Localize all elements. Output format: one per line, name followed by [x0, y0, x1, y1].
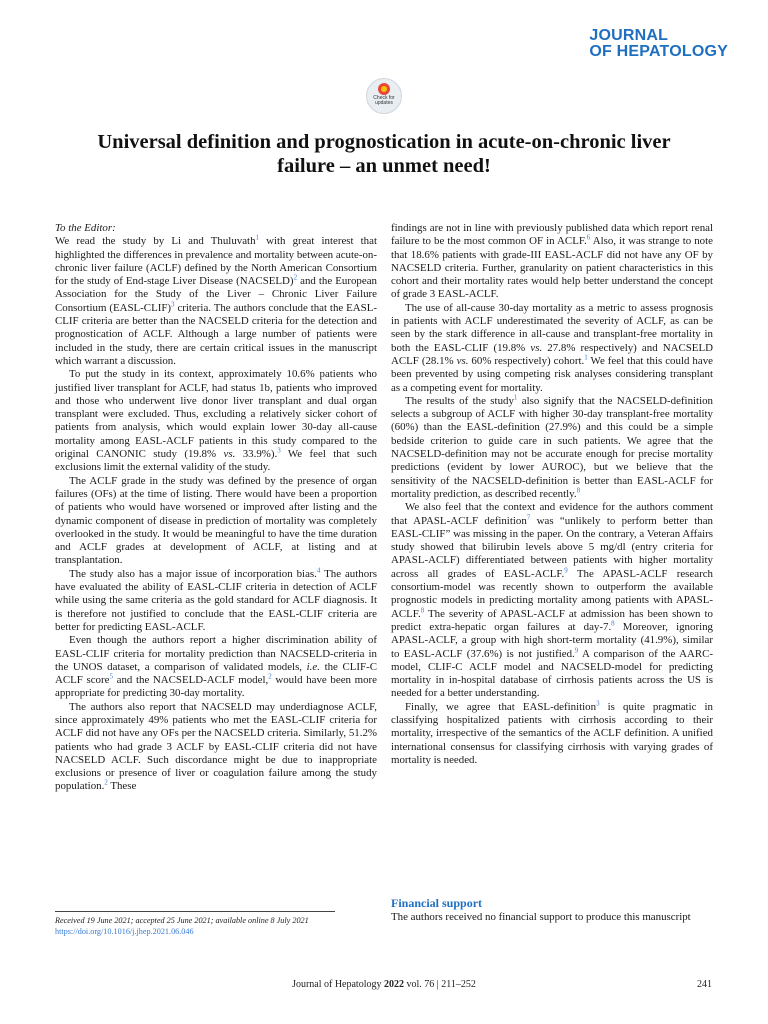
ref-1[interactable]: 1: [513, 393, 518, 402]
salutation: To the Editor:: [55, 222, 116, 234]
ref-9[interactable]: 9: [564, 566, 568, 575]
doi-link[interactable]: https://doi.org/10.1016/j.jhep.2021.06.046: [55, 927, 194, 936]
paragraph-3: The ACLF grade in the study was defined by the presence of organ failures (OFs) at the time of listing. There would have been a proportion of patients who would have worsened or improved after listing and the dynamic component of disease in prediction of mortality was completely overlooked in the study. It would be meaningful to have the time duration and ACLF grades at development of ACLF, at listing and at transplantation.: [55, 474, 377, 567]
ref-1[interactable]: 1: [584, 353, 588, 362]
paragraph-1: We read the study by Li and Thuluvath$^1$ with great interest that highlighted the differences in prevalence and mortality between acute-on-chronic liver failure (ACLF) defined by the North American Consortium for the study of End-stage Liver Disease (NACSELD)$^2$ and the European Association for the Study of the Liver – Chronic Liver Failure Consortium (EASL-CLIF)$^3$ criteria. The authors conclude that the EASL-CLIF criteria are better than the NACSELD criteria for the detection and prognostication of ACLF. Although a large number of patients were included in the study, there are certain critical issues in the manuscript which warrant a discussion.: [55, 233, 377, 367]
ref-4[interactable]: 4: [316, 566, 321, 575]
page-footer: Journal of Hepatology 2022 vol. 76 | 211–252: [292, 979, 476, 990]
ref-7[interactable]: 7: [526, 512, 531, 521]
financial-support-text: The authors received no financial support to produce this manuscript: [391, 911, 691, 923]
article-dates: Received 19 June 2021; accepted 25 June 2021; available online 8 July 2021: [55, 916, 309, 925]
page-number: 241: [697, 979, 712, 990]
ref-3[interactable]: 3: [596, 699, 600, 708]
paragraph-4: The study also has a major issue of incorporation bias.$^4$ The authors have evaluated the ability of EASL-CLIF criteria in detection of ACLF while using the same criteria as the gold standard for ACLF diagnosis. It is therefore not justified to conclude that the EASL-CLIF criteria are better for predicting EASL-ACLF.: [55, 566, 378, 633]
ref-3[interactable]: 3: [171, 300, 175, 309]
ref-1[interactable]: 1: [255, 233, 260, 242]
journal-logo: [589, 28, 728, 60]
ref-2[interactable]: 2: [104, 778, 108, 787]
ref-8[interactable]: 8: [420, 605, 425, 614]
paragraph-5: Even though the authors report a higher discrimination ability of EASL-CLIF criteria for mortality prediction than NACSELD-criteria in the UNOS dataset, a comparison of validated models, i.e. the CLIF-C ACLF score$^5$ and the NACSELD-ACLF model,$^2$ would have been more appropriate for predicting 30-day mortality.: [55, 634, 377, 700]
ref-8[interactable]: 8: [611, 619, 615, 628]
financial-support-heading: Financial support: [391, 896, 483, 910]
ref-6[interactable]: 6: [586, 233, 591, 242]
journal-name-line1: JOURNAL: [589, 27, 669, 44]
paragraph-9: The results of the study$^1$ also signify that the NACSELD-definition selects a subgroup of ACLF with higher 30-day transplant-free mortality (60%) than the EASL-definition (27.9%) and this could be a simple bedside criterion to guide care in such patients. We agree that the NACSELD-definition may not be accurate enough for precise mortality predictions (evident by lower AUROC), but we believe that the sensitivity of the NACSELD-definition is better than EASL-ACLF for mortality prediction, as described recently.$^8$: [391, 393, 713, 500]
ref-3[interactable]: 3: [277, 446, 281, 455]
journal-name-line2: OF HEPATOLOGY: [589, 43, 728, 60]
paragraph-11: Finally, we agree that EASL-definition$^3$ is quite pragmatic in classifying hospitalized patients with cirrhosis according to their mortality, irrespective of the semantics of the ACLF definition. A unified international consensus for classifying cirrhosis with varying grades of mortality is needed.: [391, 699, 713, 766]
paragraph-2: To put the study in its context, approximately 10.6% patients who justified liver transplant for ACLF, had status 1b, patients who improved and those who underwent live donor liver transplant and dual organ transplant were excluded. Thus, excluding a relatively sicker cohort of patients from analysis, which would explain lower 30-day all-cause mortality among EASL-ACLF patients in this study compared to the original CANONIC study (19.8% vs. 33.9%).$^3$ We feel that such exclusions limit the external validity of the study.: [55, 368, 377, 474]
ref-5[interactable]: 5: [109, 672, 113, 681]
footnote-divider: [55, 911, 335, 912]
ref-2[interactable]: 2: [293, 273, 298, 282]
right-column: [391, 222, 713, 767]
article-title: Universal definition and prognostication in acute-on-chronic liver failure – an unmet need!: [97, 131, 671, 177]
left-column: [55, 222, 377, 794]
check-for-updates-badge[interactable]: [366, 78, 402, 114]
paragraph-8: The use of all-cause 30-day mortality as a metric to assess prognosis in patients with ACLF underestimated the severity of ACLF, as can be seen by the stark difference in all-cause and transplant-free mortality in both the EASL-CLIF (19.8% vs. 27.8% respectively) and NACSELD ACLF (28.1% vs. 60% respectively) cohort.$^1$ We feel that this could have been prevented by using competing risk analyses considering transplant as a competing event for mortality.: [391, 301, 713, 394]
paragraph-10: We also feel that the context and evidence for the authors comment that APASL-ACLF definition$^7$ was “unlikely to perform better than EASL-CLIF” was missing in the paper. On the contrary, a Veteran Affairs study showed that bilirubin levels above 5 mg/dl (entry criteria for APASL-ACLF) differentiated between patients with higher mortality across all grades of EASL-ACLF.$^9$ The APASL-ACLF research consortium-model was recently shown to outperform the available prognostic models in predicting mortality among patients with APASL-ACLF.$^8$ The severity of APASL-ACLF at admission has been shown to predict extra-hepatic organ failures at day-7.$^8$ Moreover, ignoring APASL-ACLF, a group with high short-term mortality (41.9%), similar to EASL-ACLF (37.6%) is not justified.$^9$ A comparison of the AARC-model, CLIF-C ACLF model and NACSELD-model for predicting mortality in in-hospital database of cirrhosis patients across the US is needed for a better understanding.: [391, 501, 713, 700]
paragraph-7: findings are not in line with previously published data which report renal failure to be the most common OF in ACLF.$^6$ Also, it was strange to note that 18.6% patients with grade-III EASL-ACLF did not have any OF by NACSELD criteria. Further, granularity on patient characteristics in this cohort and their mortality rates would help better understand the concept of grade 3 EASL-ACLF.: [391, 222, 713, 301]
badge-label: Check for updates: [373, 94, 395, 106]
ref-8[interactable]: 8: [576, 486, 581, 495]
ref-9[interactable]: 9: [574, 645, 579, 654]
ref-2[interactable]: 2: [268, 672, 272, 681]
update-mark-icon: [378, 83, 390, 95]
paragraph-6: The authors also report that NACSELD may underdiagnose ACLF, since approximately 49% patients who met the EASL-CLIF criteria for ACLF did not have any OFs per the NACSELD criteria. Similarly, 51.2% patients who had grade 3 ACLF by EASL-CLIF criteria did not have NACSELD ACLF. Such discordance might be due to inappropriate exclusions or presence of liver or coagulation failure among the study population.$^2$ These: [55, 700, 377, 793]
